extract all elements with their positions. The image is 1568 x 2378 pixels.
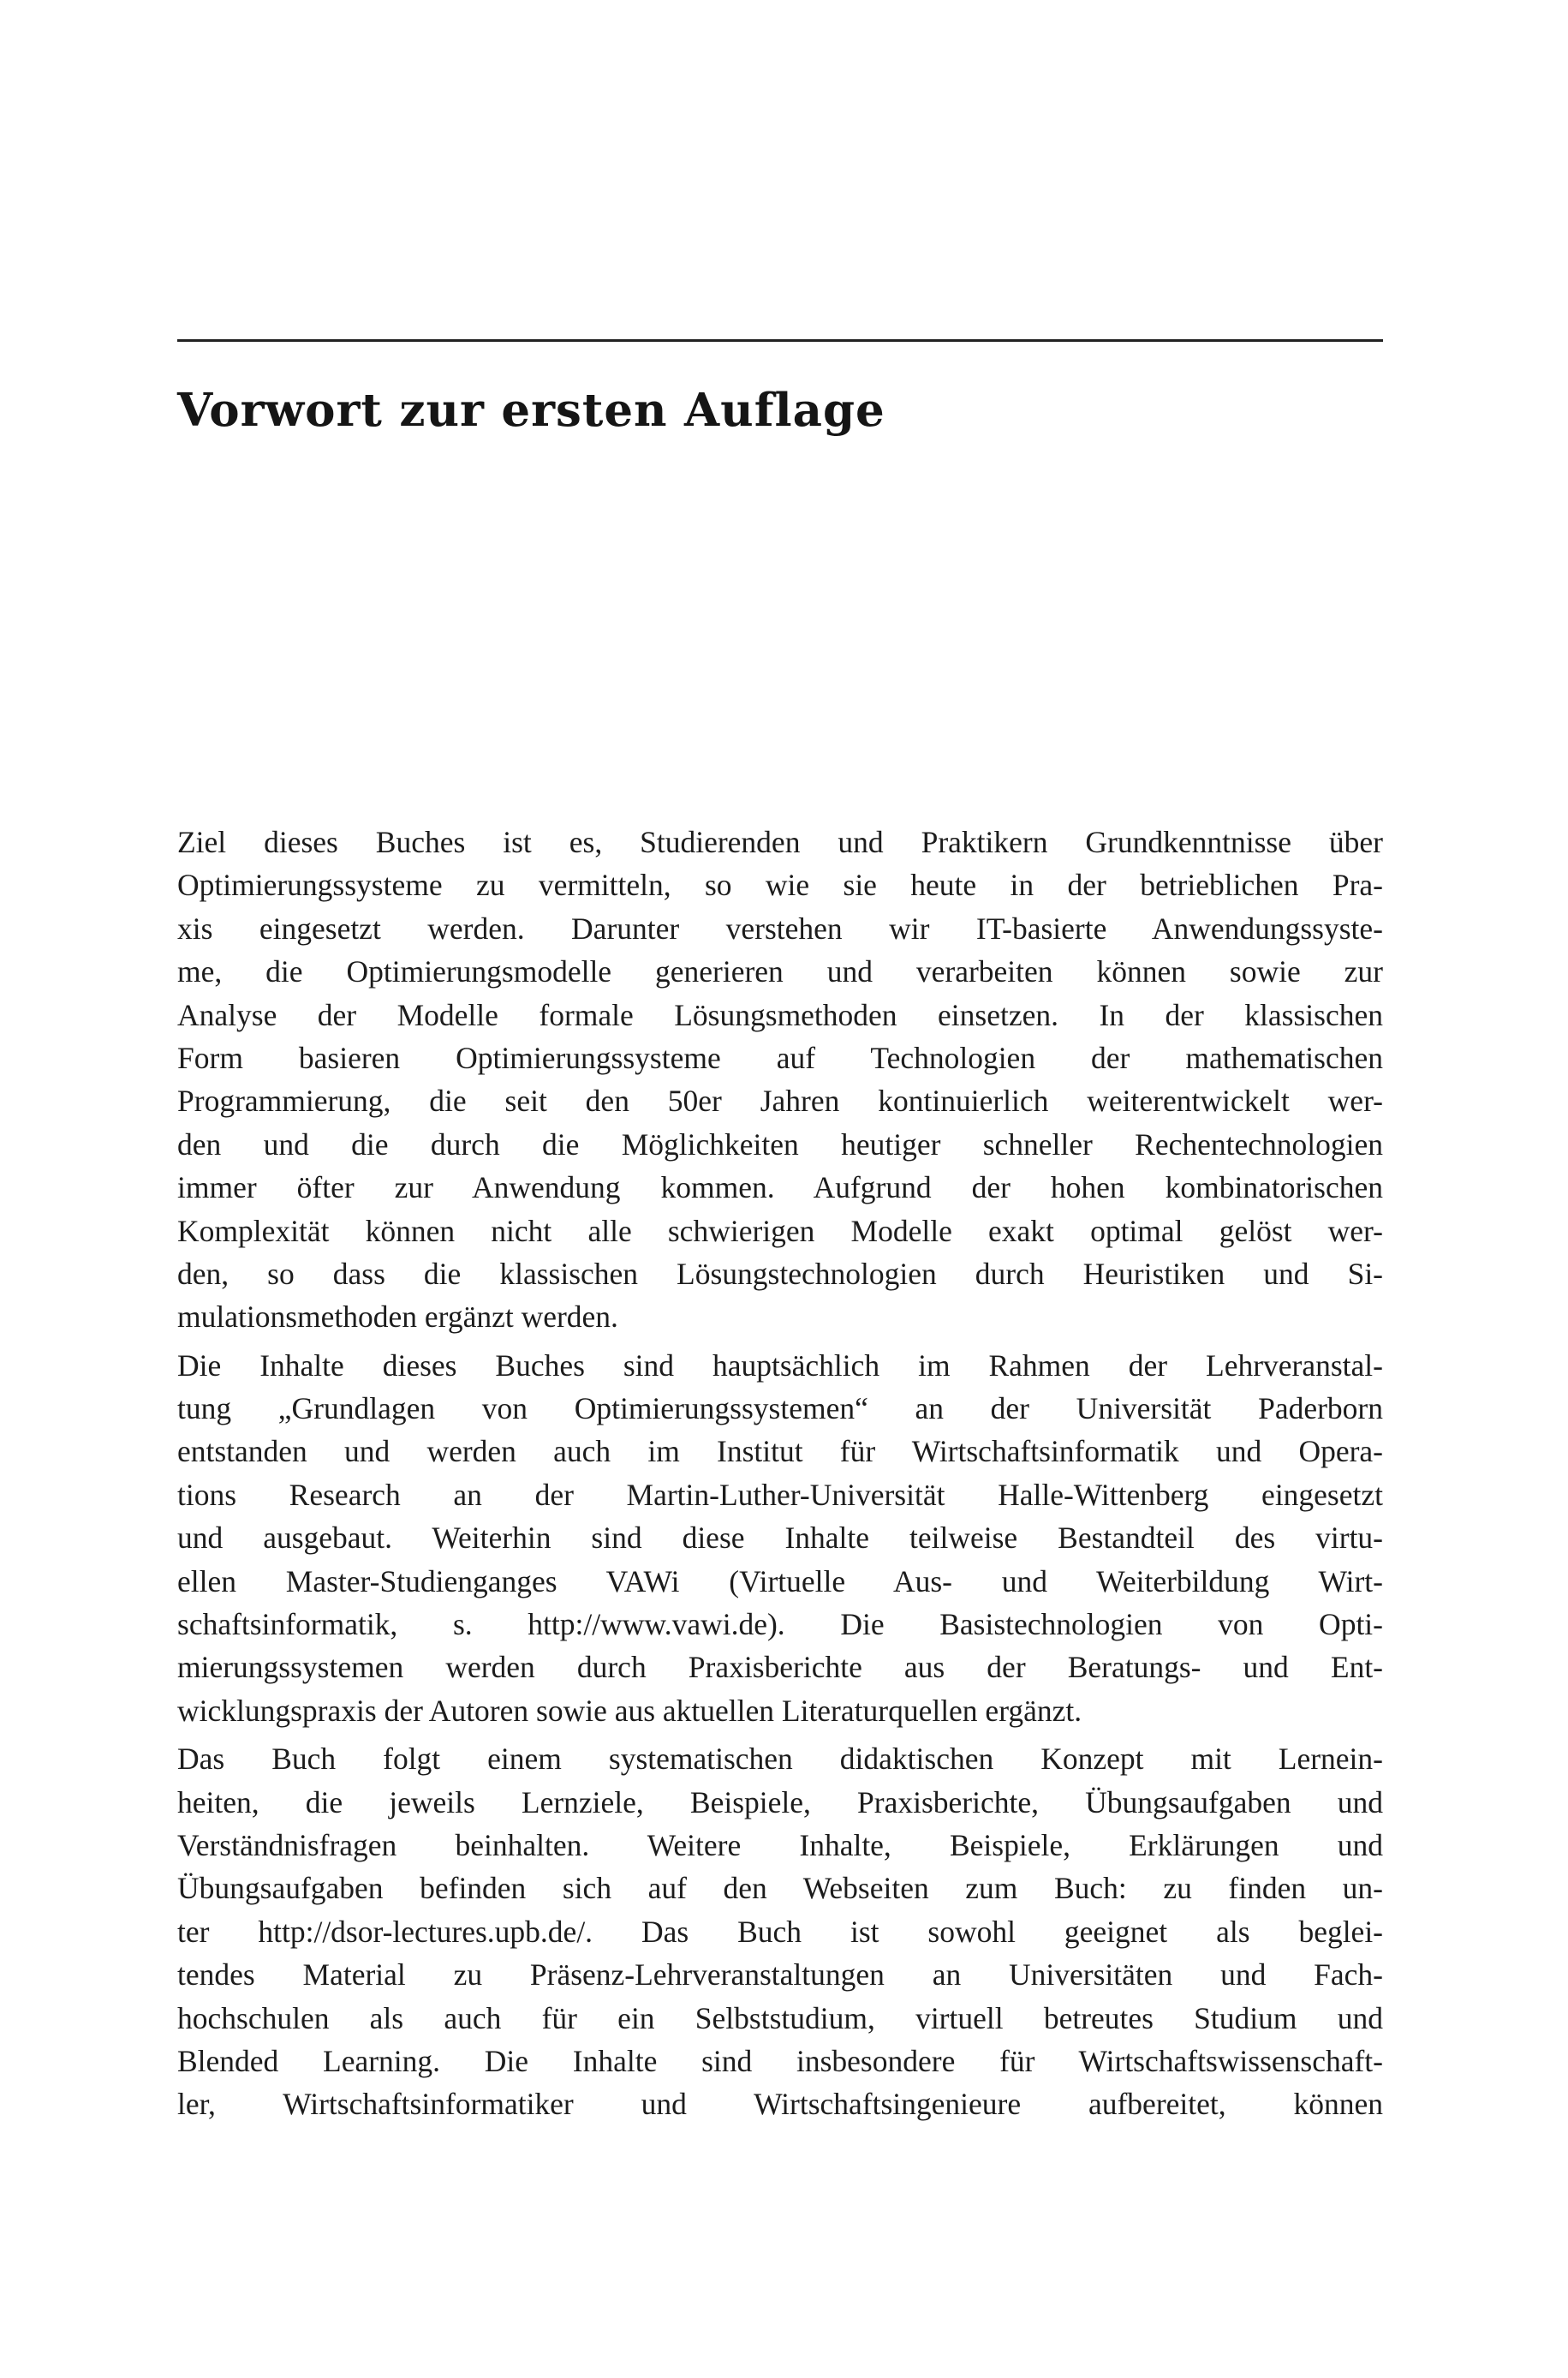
text-line: me, die Optimierungsmodelle generieren und verarbeiten können sowie zur xyxy=(177,954,1383,989)
text-line: wicklungspraxis der Autoren sowie aus aktuellen Literaturquellen ergänzt. xyxy=(177,1693,1082,1728)
text-line: immer öfter zur Anwendung kommen. Aufgrund der hohen kombinatorischen xyxy=(177,1170,1383,1205)
text-line: schaftsinformatik, s. http://www.vawi.de). Die Basistechnologien von Opti- xyxy=(177,1607,1383,1642)
text-line: tendes Material zu Präsenz-Lehrveranstaltungen an Universitäten und Fach- xyxy=(177,1957,1383,1993)
text-line: heiten, die jeweils Lernziele, Beispiele, Praxisberichte, Übungsaufgaben und xyxy=(177,1784,1383,1819)
text-line: mierungssystemen werden durch Praxisberichte aus der Beratungs- und Ent- xyxy=(177,1650,1383,1685)
text-line: tung „Grundlagen von Optimierungssystemen“ an der Universität Paderborn xyxy=(177,1391,1383,1426)
text-line: entstanden und werden auch im Institut für Wirtschaftsinformatik und Opera- xyxy=(177,1434,1383,1469)
text-line: Blended Learning. Die Inhalte sind insbesondere für Wirtschaftswissenschaft- xyxy=(177,2043,1383,2078)
text-line: Analyse der Modelle formale Lösungsmethoden einsetzen. In der klassischen xyxy=(177,997,1383,1032)
text-line: und ausgebaut. Weiterhin sind diese Inhalte teilweise Bestandteil des virtu- xyxy=(177,1521,1383,1556)
text-line: mulationsmethoden ergänzt werden. xyxy=(177,1300,618,1335)
paragraph-3 xyxy=(177,1737,1383,2126)
text-line: Ziel dieses Buches ist es, Studierenden und Praktikern Grundkenntnisse über xyxy=(177,825,1383,859)
text-line: den, so dass die klassischen Lösungstechnologien durch Heuristiken und Si- xyxy=(177,1256,1383,1291)
text-line: hochschulen als auch für ein Selbststudium, virtuell betreutes Studium und xyxy=(177,2000,1383,2035)
text-line: Das Buch folgt einem systematischen didaktischen Konzept mit Lernein- xyxy=(177,1742,1383,1777)
text-line: ter http://dsor-lectures.upb.de/. Das Buch ist sowohl geeignet als beglei- xyxy=(177,1914,1383,1949)
text-line: Form basieren Optimierungssysteme auf Technologien der mathematischen xyxy=(177,1040,1383,1075)
text-line: Übungsaufgaben befinden sich auf den Webseiten zum Buch: zu finden un- xyxy=(177,1871,1383,1906)
text-line: ellen Master-Studienganges VAWi (Virtuelle Aus- und Weiterbildung Wirt- xyxy=(177,1563,1383,1598)
text-line: Optimierungssysteme zu vermitteln, so wie sie heute in der betrieblichen Pra- xyxy=(177,868,1383,903)
title-rule xyxy=(177,339,1383,342)
paragraph-2 xyxy=(177,1344,1383,1733)
text-line: Die Inhalte dieses Buches sind hauptsächlich im Rahmen der Lehrveranstal- xyxy=(177,1347,1383,1383)
paragraph-1 xyxy=(177,821,1383,1339)
page-title: Vorwort zur ersten Auflage xyxy=(177,384,885,437)
text-line: Programmierung, die seit den 50er Jahren kontinuierlich weiterentwickelt wer- xyxy=(177,1084,1383,1119)
text-line: den und die durch die Möglichkeiten heutiger schneller Rechentechnologien xyxy=(177,1126,1383,1162)
text-line: tions Research an der Martin-Luther-Universität Halle-Wittenberg eingesetzt xyxy=(177,1477,1383,1512)
text-line: Komplexität können nicht alle schwierigen Modelle exakt optimal gelöst wer- xyxy=(177,1213,1383,1248)
text-line: Verständnisfragen beinhalten. Weitere Inhalte, Beispiele, Erklärungen und xyxy=(177,1827,1383,1862)
body-text xyxy=(177,821,1383,2126)
text-line: xis eingesetzt werden. Darunter verstehen wir IT-basierte Anwendungssyste- xyxy=(177,911,1383,946)
text-line: ler, Wirtschaftsinformatiker und Wirtschaftsingenieure aufbereitet, können xyxy=(177,2087,1383,2122)
